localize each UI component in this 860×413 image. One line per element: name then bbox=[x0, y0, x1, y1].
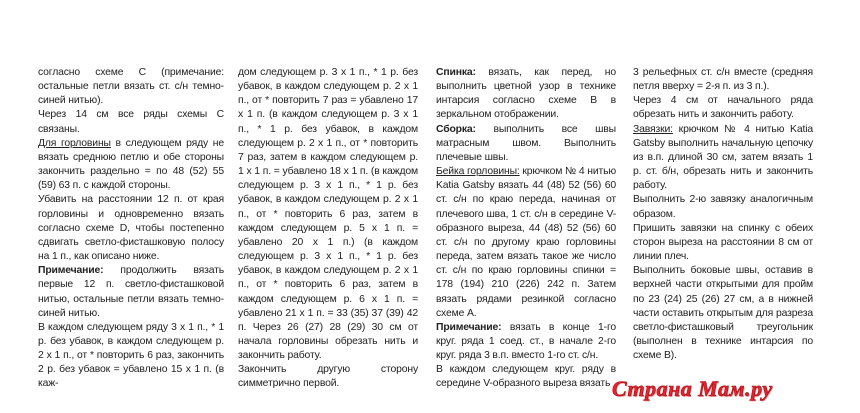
section-label: Бейка горловины: bbox=[436, 166, 520, 178]
watermark-logo bbox=[612, 376, 773, 402]
paragraph: 3 рельефных ст. с/н вместе (средняя петля вверху = 2-я п. из 3 п.). bbox=[633, 67, 813, 93]
watermark-domain: .ру bbox=[745, 376, 773, 401]
paragraph-text: вязать в конце 1-го круг. ряда 1 соед. ст., в начале 2-го круг. ряда 3 в.п. вместо 1-го ст. с/н. bbox=[436, 321, 616, 362]
paragraph: Через 4 см от начального ряда обрезать нить и закончить работу. bbox=[633, 95, 813, 121]
paragraph-text: в следующем ряду не вязать среднюю петлю и обе стороны закончить раздельно = по 48 (52) 55 (59) 63 п. с каждой стороны. bbox=[38, 137, 224, 192]
section-label: Завязки: bbox=[633, 123, 673, 135]
paragraph: Выполнить 2-ю завязку аналогичным образом. bbox=[633, 194, 813, 220]
paragraph bbox=[38, 264, 224, 321]
paragraph: Через 14 см все ряды схемы С связаны. bbox=[38, 109, 224, 135]
paragraph: Выполнить боковые швы, оставив в верхней части открытыми для пройм по 23 (24) 25 (26) 27 см, а в нижней части оставить открытым для разреза светло-фисташковый треугольник (выполнен в технике интарсия по схеме В). bbox=[633, 265, 813, 362]
paragraph: Закончить другую сторону симметрично первой. bbox=[238, 364, 418, 390]
paragraph bbox=[436, 123, 616, 165]
note-label: Примечание: bbox=[38, 265, 104, 277]
text-column-3 bbox=[436, 66, 616, 392]
text-column-2 bbox=[238, 66, 418, 392]
paragraph: согласно схеме С (примечание: остальные петли вязать ст. с/н темно-синей нитью). bbox=[38, 67, 224, 107]
paragraph: В каждом следующем ряду 3 х 1 п., * 1 р. без убавок, в каждом следующем р. 2 х 1 п., от * повторить 6 раз, закончить 2 р. без убавок = убавлено 15 х 1 п. (в каж- bbox=[38, 321, 224, 390]
paragraph bbox=[633, 123, 813, 194]
section-label: Сборка: bbox=[436, 123, 476, 135]
paragraph-text: выполнить все швы матрасным швом. Выполнить плечевые швы. bbox=[436, 123, 616, 163]
text-column-1 bbox=[38, 66, 224, 392]
paragraph bbox=[436, 66, 616, 123]
paragraph: Убавить на расстоянии 12 п. от края горловины и одновременно вязать согласно схеме D, чтобы постепенно сдвигать светло-фисташковую полосу на 1 п., как описано ниже. bbox=[38, 194, 224, 263]
note-label: Примечание: bbox=[436, 321, 502, 333]
paragraph-text: вязать, как перед, но выполнить цветной узор в технике интарсия согласно схеме В в зеркальном отображении. bbox=[436, 67, 616, 121]
paragraph: В каждом следующем круг. ряду в середине V-образного выреза вязать bbox=[436, 364, 616, 390]
paragraph-text: крючком № 4 нитью Katia Gatsby вязать 44 (48) 52 (56) 60 ст. с/н по краю переда, начиная от плечевого шва, 1 ст. с/н в середине V-образного выреза, 44 (48) 52 (56) 60 ст. с/н по другому краю горловины переда, затем вязать такое же число ст. с/н по краю горловины спинки = 178 (194) 210 (226) 242 п. Затем вязать рядами резинкой согласно схеме А. bbox=[436, 166, 616, 319]
paragraph bbox=[38, 137, 224, 194]
section-label: Для горловины bbox=[38, 137, 111, 149]
paragraph-text: крючком № 4 нитью Katia Gatsby выполнить начальную цепочку из в.п. длиной 30 см, затем вязать 1 р. ст. б/н, обрезать нить и закончить работу. bbox=[633, 123, 813, 192]
paragraph: Пришить завязки на спинку с обеих сторон выреза на расстоянии 8 см от линии плеч. bbox=[633, 222, 813, 263]
paragraph bbox=[436, 165, 616, 321]
paragraph-text: продолжить вязать первые 12 п. светло-фисташковой нитью, остальные петли вязать темно-синей нитью. bbox=[38, 265, 224, 319]
section-label: Спинка: bbox=[436, 67, 476, 78]
paragraph: дом следующем р. 3 х 1 п., * 1 р. без убавок, в каждом следующем р. 2 х 1 п., от * повторить 7 раз = убавлено 17 х 1 п. (в каждом следующем р. 3 х 1 п., * 1 р. без убавок, в каждом следующем р. 2 х 1 п., от * повторить 7 раз, затем в каждом следующем р. 1 х 1 п. = убавлено 18 х 1 п. (в каждом следующем р. 3 х 1 п., * 1 р. без убавок, в каждом следующем р. 2 х 1 п., от * повторить 6 раз, затем в каждом следующем р. 5 х 1 п. = убавлено 20 х 1 п.) (в каждом следующем р. 3 х 1 п., * 1 р. без убавок, в каждом следующем р. 2 х 1 п., от * повторить 6 раз, затем в каждом следующем р. 6 х 1 п. = убавлено 21 х 1 п. = 33 (35) 37 (39) 42 п. Через 26 (27) 28 (29) 30 см от начала горловины обрезать нить и закончить работу. bbox=[238, 67, 418, 362]
text-column-4 bbox=[633, 66, 813, 363]
paragraph bbox=[436, 321, 616, 363]
watermark-text: Страна Мам bbox=[612, 376, 746, 401]
